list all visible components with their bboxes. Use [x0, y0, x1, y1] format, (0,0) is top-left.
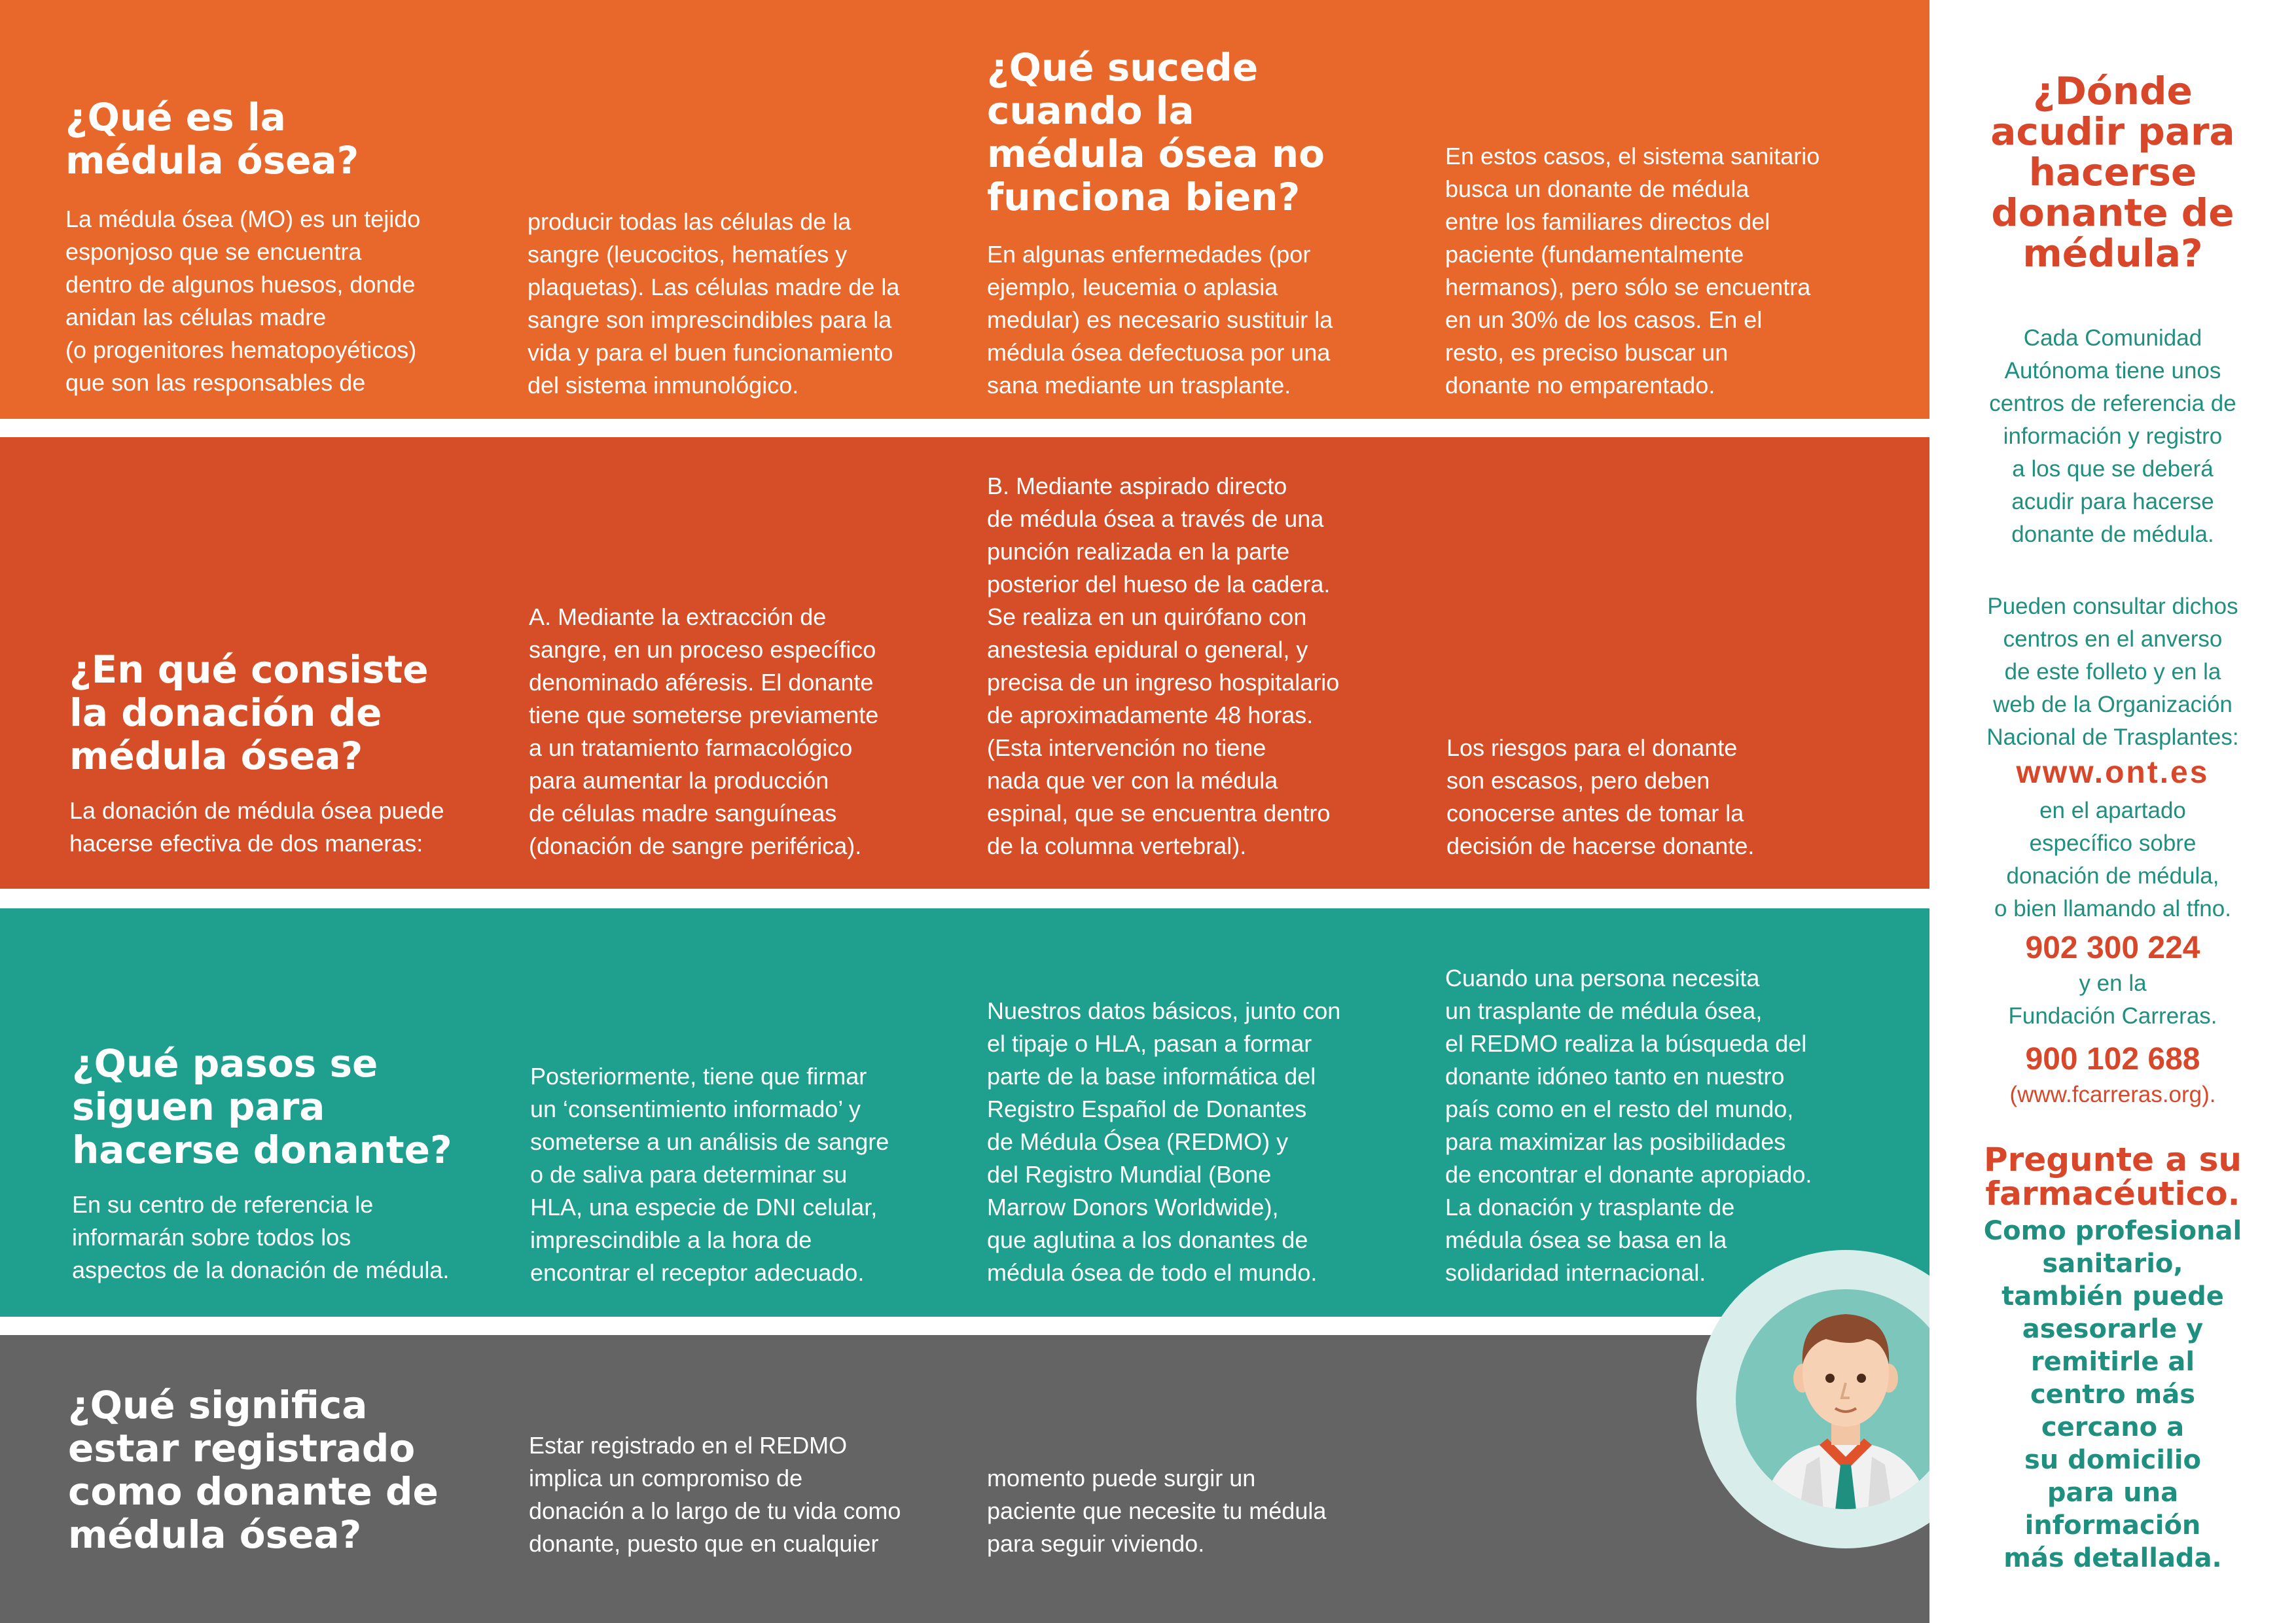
phone-ont[interactable]: 902 300 224 — [2025, 931, 2200, 965]
section-title: ¿Qué es la médula ósea? — [65, 95, 359, 183]
col-2-paragraph: Posteriormente, tiene que firmar un ‘consentimiento informado’ y someterse a un análisis de sangre o de saliva para determinar su HLA, una especie de DNI celular, imprescindible a la hora de encontrar el receptor adecuado. — [530, 1063, 889, 1286]
paragraph: La médula ósea (MO) es un tejido esponjoso que se encuentra dentro de algunos huesos, donde anidan las células madre (o progenitores hematopoyéticos) que son las responsables de — [65, 205, 421, 396]
section-what-is-marrow — [0, 0, 1929, 419]
col-3-paragraph: B. Mediante aspirado directo de médula ósea a través de una punción realizada en la parte posterior del hueso de la cadera. Se realiza en un quirófano con anestesia epidural o general, y precisa de un ingreso hospitalario de aproximadamente 48 horas. (Esta intervención no tiene nada que ver con la médula espinal, que se encuentra dentro de la columna vertebral). — [987, 473, 1340, 859]
col-1 — [68, 1383, 500, 1556]
sidebar-paragraph-2: Pueden consultar dichos centros en el anverso de este folleto y en la web de la Organización Nacional de Trasplantes: — [1986, 594, 2239, 750]
sidebar-info — [1929, 0, 2296, 1623]
phone-fcarreras[interactable]: 900 102 688 — [2025, 1042, 2200, 1077]
col-2-paragraph: A. Mediante la extracción de sangre, en un proceso específico denominado aféresis. El donante tiene que someterse previamente a un tratamiento farmacológico para aumentar la producción de células madre sanguíneas (donación de sangre periférica). — [529, 603, 879, 859]
paragraph: En su centro de referencia le informarán sobre todos los aspectos de la donación de médula. — [72, 1191, 450, 1283]
paragraph: La donación de médula ósea puede hacerse efectiva de dos maneras: — [69, 797, 444, 857]
fcarreras-website-link[interactable]: (www.fcarreras.org). — [2009, 1082, 2216, 1107]
sidebar-paragraph-4: y en la Fundación Carreras. — [2008, 971, 2217, 1029]
ask-pharmacist-text: Como profesional sanitario, también puede asesorarle y remitirle al centro más cercano a su domicilio para una información más detallada. — [1983, 1216, 2242, 1573]
section-registered — [0, 1335, 1929, 1623]
sidebar-title: ¿Dónde acudir para hacerse donante de médula? — [1990, 69, 2235, 276]
col-4-paragraph: En estos casos, el sistema sanitario busca un donante de médula entre los familiares directos del paciente (fundamentalmente hermanos), pero sólo se encuentra en un 30% de los casos. En el resto, es preciso buscar un donante no emparentado. — [1445, 143, 1820, 399]
col-2-paragraph: producir todas las células de la sangre (leucocitos, hematíes y plaquetas). Las células madre de la sangre son imprescindibles para la vida y para el buen funcionamiento del sistema inmunológico. — [528, 208, 900, 399]
section-title: ¿Qué pasos se siguen para hacerse donante? — [72, 1041, 452, 1172]
col-4-paragraph: Los riesgos para el donante son escasos, pero deben conocerse antes de tomar la decisión de hacerse donante. — [1446, 734, 1755, 859]
section-title: ¿Qué significa estar registrado como donante de médula ósea? — [68, 1383, 439, 1557]
section-donation — [0, 437, 1929, 889]
col-3-paragraph: momento puede surgir un paciente que necesite tu médula para seguir viviendo. — [987, 1465, 1327, 1557]
col-1 — [72, 1042, 504, 1287]
sidebar-paragraph-1: Cada Comunidad Autónoma tiene unos centros de referencia de información y registro a los que se deberá acudir para hacerse donante de médula. — [1989, 325, 2236, 547]
col-3 — [987, 46, 1406, 402]
section-steps — [0, 908, 1929, 1317]
col-4-paragraph: Cuando una persona necesita un trasplante de médula ósea, el REDMO realiza la búsqueda del donante idóneo tanto en nuestro país como en el resto del mundo, para maximizar las posibilidades de encontrar el donante apropiado. La donación y trasplante de médula ósea se basa en la solidaridad internacional. — [1445, 965, 1812, 1286]
col-1 — [69, 648, 501, 860]
col-1 — [65, 96, 484, 399]
ask-pharmacist-title: Pregunte a su farmacéutico. — [1984, 1141, 2242, 1213]
paragraph: En algunas enfermedades (por ejemplo, leucemia o aplasia medular) es necesario sustituir la médula ósea defectuosa por una sana mediante un trasplante. — [987, 241, 1333, 399]
section-title: ¿En qué consiste la donación de médula ósea? — [69, 647, 429, 778]
sidebar-paragraph-3: en el apartado específico sobre donación de médula, o bien llamando al tfno. — [1994, 798, 2231, 921]
col-3-paragraph: Nuestros datos básicos, junto con el tipaje o HLA, pasan a formar parte de la base informática del Registro Español de Donantes de Médula Ósea (REDMO) y del Registro Mundial (Bone Marrow Donors Worldwide), que aglutina a los donantes de médula ósea de todo el mundo. — [987, 997, 1341, 1286]
col-2-paragraph: Estar registrado en el REDMO implica un compromiso de donación a lo largo de tu vida como donante, puesto que en cualquier — [529, 1432, 901, 1557]
ont-website-link[interactable]: www.ont.es — [2016, 755, 2210, 790]
section-title-2: ¿Qué sucede cuando la médula ósea no funciona bien? — [987, 45, 1325, 219]
